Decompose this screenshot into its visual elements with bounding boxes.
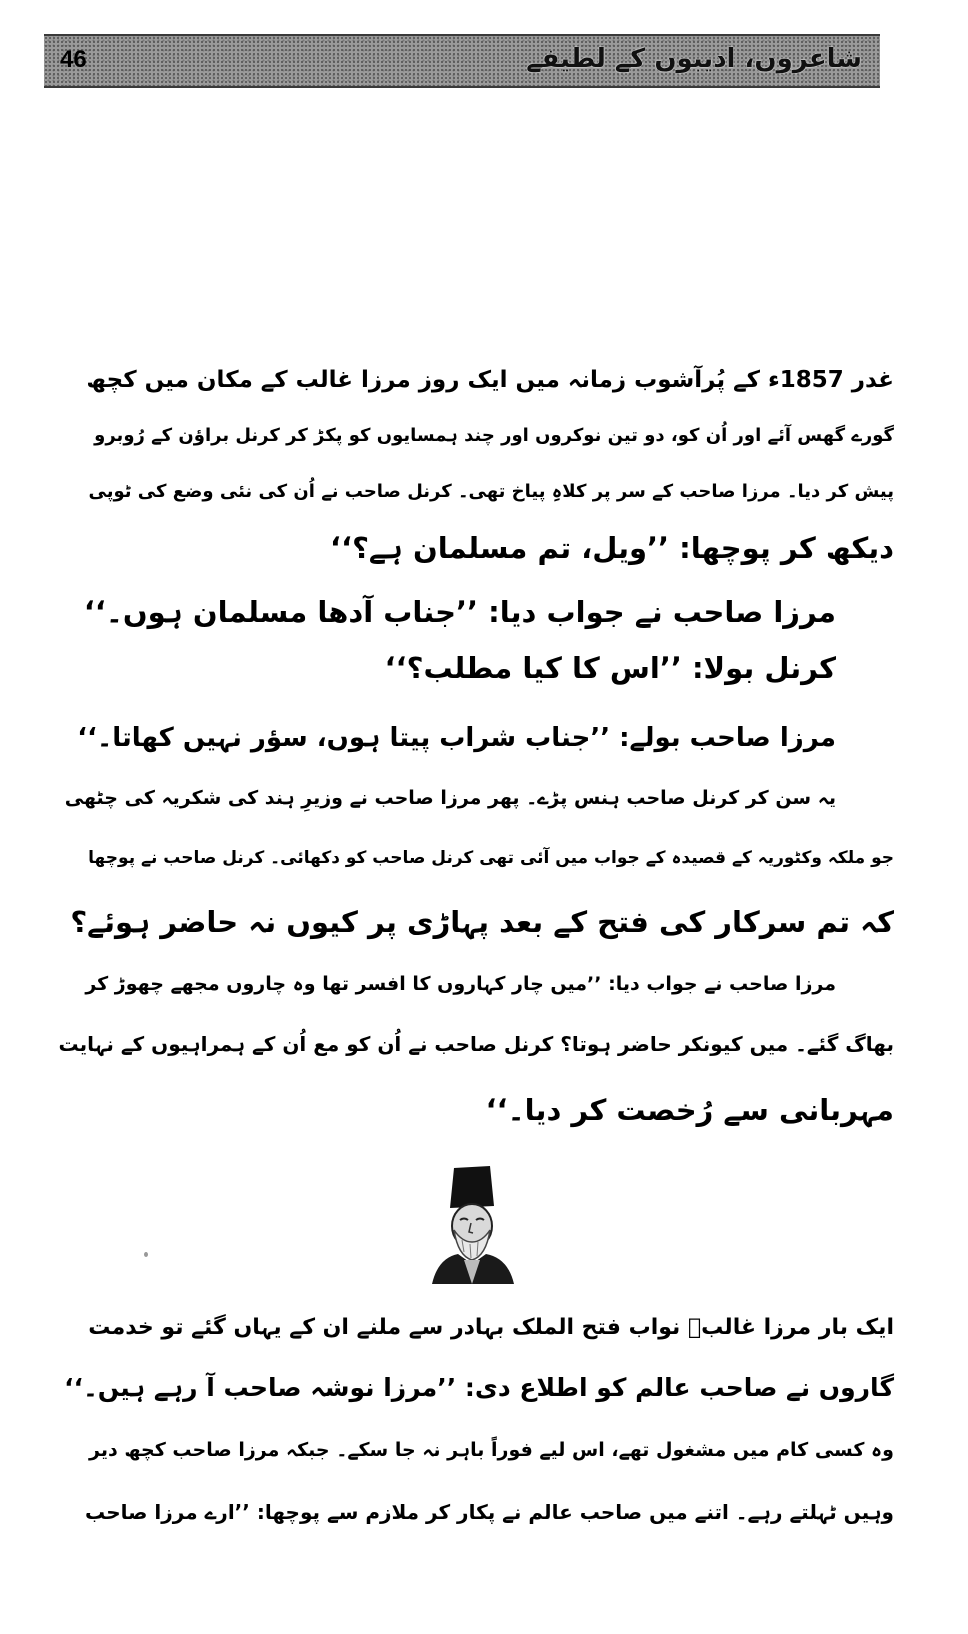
- print-speck: [144, 1252, 148, 1257]
- text-line: وہیں ٹہلتے رہے۔ اتنے میں صاحب عالم نے پکار کر ملازم سے پوچھا: ’’ارے مرزا صاحب: [85, 1500, 894, 1524]
- text-line: گاروں نے صاحب عالم کو اطلاع دی: ’’مرزا نوشہ صاحب آ رہے ہیں۔‘‘: [64, 1373, 894, 1402]
- page-number: 46: [60, 46, 87, 73]
- text-line: غدر 1857ء کے پُرآشوب زمانہ میں ایک روز مرزا غالب کے مکان میں کچھ: [86, 367, 894, 393]
- text-line: یہ سن کر کرنل صاحب ہنس پڑے۔ پھر مرزا صاحب نے وزیرِ ہند کی شکریہ کی چٹھی: [64, 787, 836, 809]
- text-line: وہ کسی کام میں مشغول تھے، اس لیے فوراً باہر نہ جا سکے۔ جبکہ مرزا صاحب کچھ دیر: [89, 1439, 894, 1461]
- ghalib-portrait-icon: [424, 1160, 520, 1284]
- running-header: [44, 34, 880, 88]
- text-line: گورے گھس آئے اور اُن کو، دو تین نوکروں اور چند ہمسایوں کو پکڑ کر کرنل براؤن کے رُوبرو: [94, 425, 894, 446]
- text-line: جو ملکہ وکٹوریہ کے قصیدہ کے جواب میں آئی تھی کرنل صاحب کو دکھائی۔ کرنل صاحب نے پوچھا: [88, 848, 894, 868]
- text-line: ایک بار مرزا غالبؔ نواب فتح الملک بہادر سے ملنے ان کے یہاں گئے تو خدمت: [88, 1315, 894, 1340]
- text-line: کرنل بولا: ’’اس کا کیا مطلب؟‘‘: [384, 651, 836, 685]
- running-title: شاعروں، ادیبوں کے لطیفے: [526, 44, 862, 74]
- text-line: مرزا صاحب بولے: ’’جناب شراب پیتا ہوں، سؤر نہیں کھاتا۔‘‘: [77, 723, 836, 753]
- text-line: مرزا صاحب نے جواب دیا: ’’جناب آدھا مسلمان ہوں۔‘‘: [83, 595, 836, 629]
- text-line: مہربانی سے رُخصت کر دیا۔‘‘: [485, 1093, 894, 1127]
- text-line: کہ تم سرکار کی فتح کے بعد پہاڑی پر کیوں نہ حاضر ہوئے؟: [70, 905, 894, 939]
- text-line: پیش کر دیا۔ مرزا صاحب کے سر پر کلاہِ پیاخ تھی۔ کرنل صاحب نے اُن کی نئی وضع کی ٹوپی: [88, 481, 894, 502]
- text-line: مرزا صاحب نے جواب دیا: ’’میں چار کہاروں کا افسر تھا وہ چاروں مجھے چھوڑ کر: [85, 973, 836, 995]
- text-line: بھاگ گئے۔ میں کیونکر حاضر ہوتا؟ کرنل صاحب نے اُن کو مع اُن کے ہمراہیوں کے نہایت: [58, 1032, 894, 1056]
- text-line: دیکھ کر پوچھا: ’’ویل، تم مسلمان ہے؟‘‘: [330, 531, 894, 565]
